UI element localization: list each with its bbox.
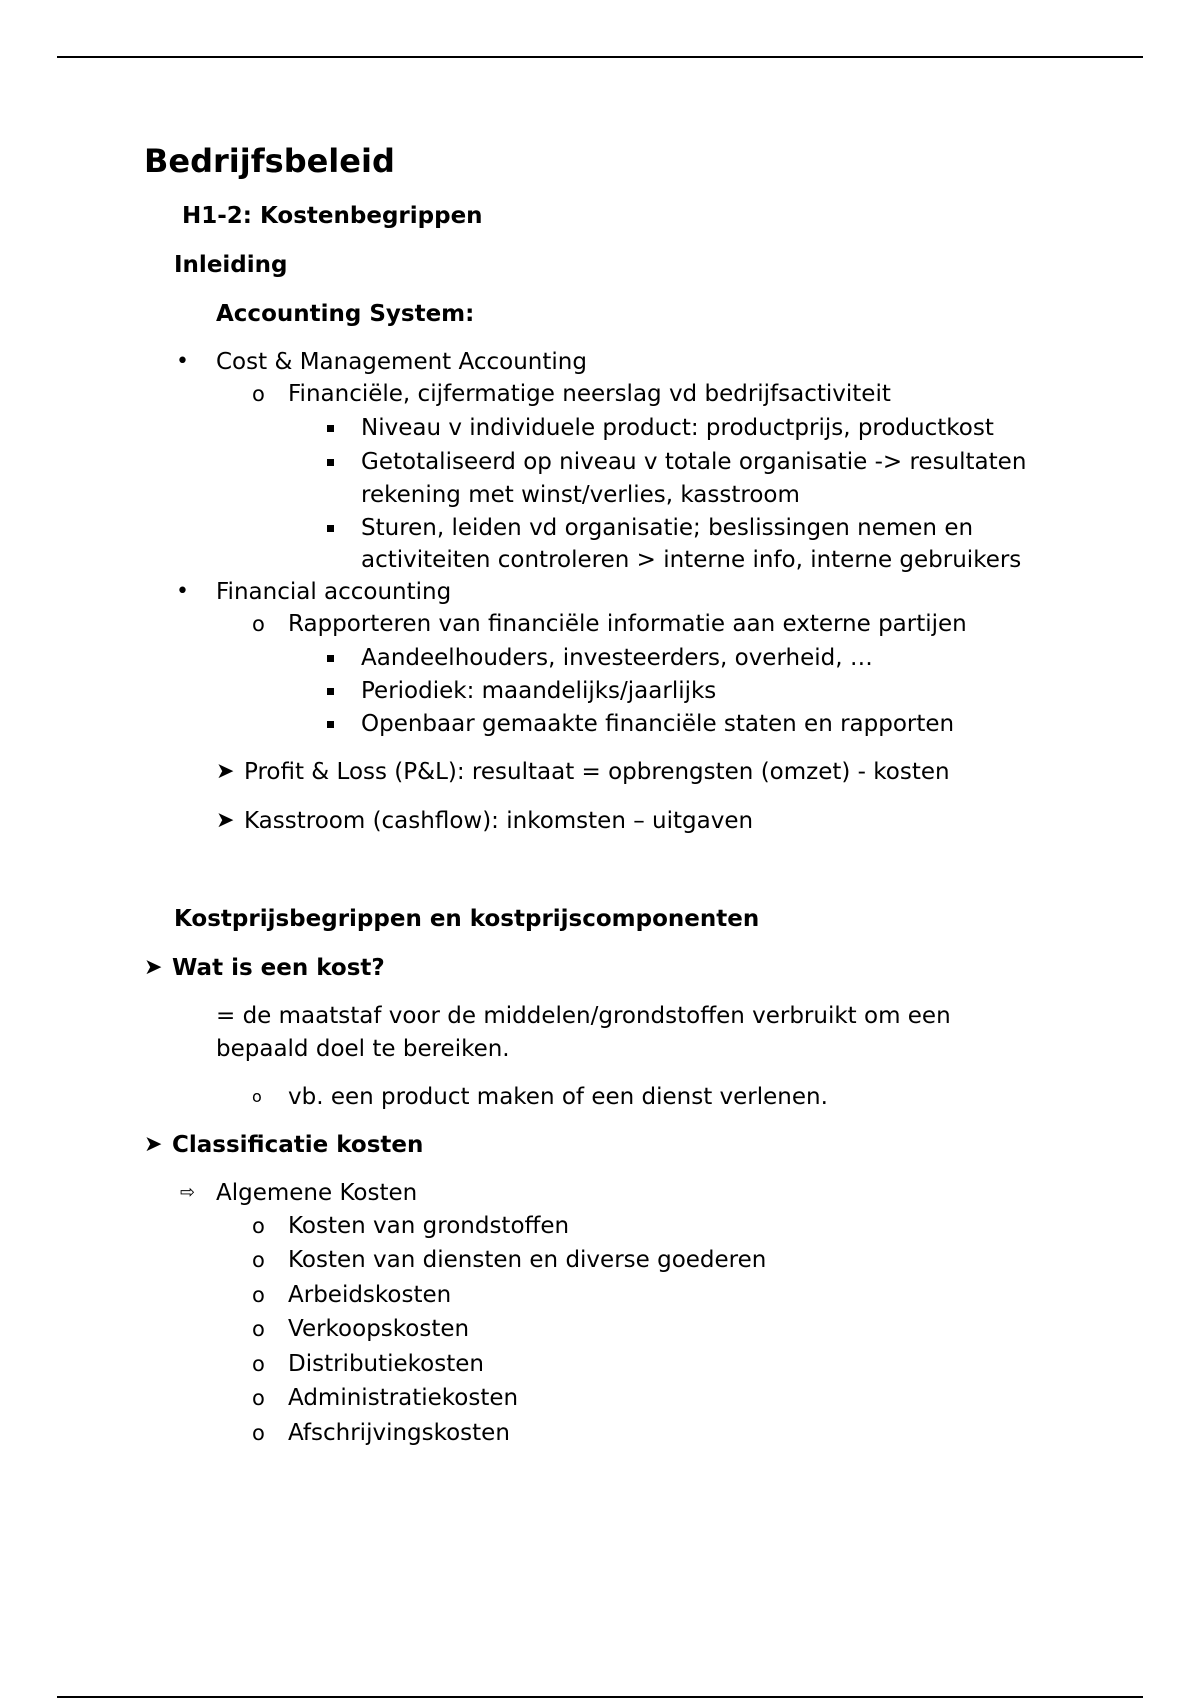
circle-bullet-icon: o (252, 1214, 265, 1238)
circle-bullet-icon: o (252, 1283, 265, 1307)
list-item: Rapporteren van financiële informatie aan externe partijen (288, 611, 967, 637)
footer-rule (57, 1696, 1143, 1698)
definition-text: = de maatstaf voor de middelen/grondstoffen verbruikt om een (216, 1003, 951, 1029)
list-item: Kosten van grondstoffen (288, 1213, 570, 1239)
square-bullet-icon (327, 655, 334, 662)
bullet-icon: • (176, 349, 189, 374)
chapter-heading: H1-2: Kostenbegrippen (182, 203, 483, 229)
square-bullet-icon (327, 525, 334, 532)
heading-classification: Classificatie kosten (172, 1132, 424, 1158)
list-item: Cost & Management Accounting (216, 349, 587, 375)
list-item: Openbaar gemaakte financiële staten en rapporten (361, 711, 955, 737)
section-heading-kostprijs: Kostprijsbegrippen en kostprijscomponenten (174, 906, 760, 932)
list-item: Kosten van diensten en diverse goederen (288, 1247, 767, 1273)
circle-bullet-icon: o (252, 1248, 265, 1272)
list-item: Niveau v individuele product: productprijs, productkost (361, 415, 994, 441)
list-item-continuation: activiteiten controleren > interne info, interne gebruikers (361, 547, 1022, 573)
circle-bullet-icon: o (252, 1087, 262, 1106)
circle-bullet-icon: o (252, 612, 265, 636)
circle-bullet-icon: o (252, 1317, 265, 1341)
example-text: vb. een product maken of een dienst verlenen. (288, 1084, 828, 1110)
arrow-bullet-icon: ➤ (216, 759, 235, 784)
bullet-icon: • (176, 579, 189, 604)
section-heading-inleiding: Inleiding (174, 252, 288, 278)
list-item: Sturen, leiden vd organisatie; beslissingen nemen en (361, 515, 974, 541)
list-item: Afschrijvingskosten (288, 1420, 510, 1446)
circle-bullet-icon: o (252, 1352, 265, 1376)
arrow-bullet-icon: ➤ (216, 808, 235, 833)
square-bullet-icon (327, 688, 334, 695)
definition-text-continuation: bepaald doel te bereiken. (216, 1036, 510, 1062)
square-bullet-icon (327, 721, 334, 728)
list-item: Getotaliseerd op niveau v totale organisatie -> resultaten (361, 449, 1027, 475)
list-item: Arbeidskosten (288, 1282, 452, 1308)
list-item: Verkoopskosten (288, 1316, 470, 1342)
document-title: Bedrijfsbeleid (144, 142, 395, 180)
heading-what-is-cost: Wat is een kost? (172, 955, 385, 981)
circle-bullet-icon: o (252, 1421, 265, 1445)
category-label: Algemene Kosten (216, 1180, 418, 1206)
list-item: Financiële, cijfermatige neerslag vd bedrijfsactiviteit (288, 381, 891, 407)
square-bullet-icon (327, 425, 334, 432)
list-item: Distributiekosten (288, 1351, 484, 1377)
circle-bullet-icon: o (252, 1386, 265, 1410)
circle-bullet-icon: o (252, 382, 265, 406)
header-rule (57, 56, 1143, 58)
list-item: Profit & Loss (P&L): resultaat = opbrengsten (omzet) - kosten (244, 759, 950, 785)
list-item: Financial accounting (216, 579, 452, 605)
square-bullet-icon (327, 459, 334, 466)
arrow-bullet-icon: ➤ (144, 955, 163, 980)
list-item: Aandeelhouders, investeerders, overheid, … (361, 645, 873, 671)
list-item: Periodiek: maandelijks/jaarlijks (361, 678, 717, 704)
hollow-arrow-icon: ⇨ (180, 1182, 196, 1203)
list-item-continuation: rekening met winst/verlies, kasstroom (361, 482, 800, 508)
list-item: Kasstroom (cashflow): inkomsten – uitgaven (244, 808, 754, 834)
arrow-bullet-icon: ➤ (144, 1132, 163, 1157)
subsection-heading-accounting: Accounting System: (216, 301, 475, 327)
list-item: Administratiekosten (288, 1385, 519, 1411)
